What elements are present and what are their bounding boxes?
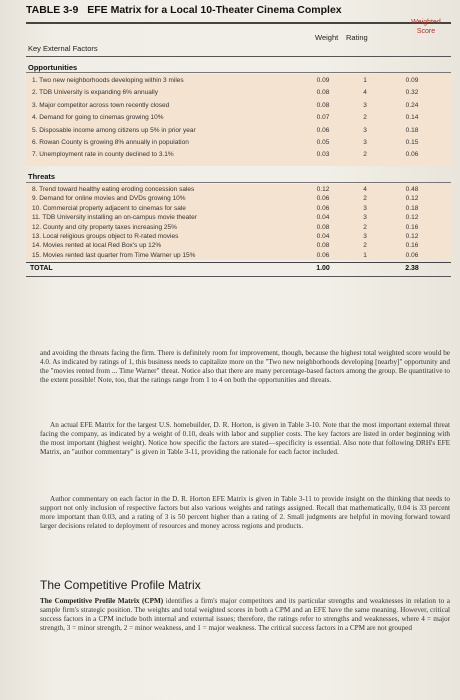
factor-weight: 0.06	[316, 204, 330, 212]
factor-text: 12. County and city property taxes increasing 25%	[32, 223, 177, 231]
factor-text: 9. Demand for online movies and DVDs growing 10%	[32, 195, 186, 203]
factor-weighted-score: 0.48	[405, 186, 419, 193]
factor-text: 5. Disposable income among citizens up 5% in prior year	[32, 126, 196, 134]
factor-rating: 3	[363, 126, 367, 134]
factor-text: 4. Demand for going to cinemas growing 10%	[32, 114, 164, 122]
factor-rating: 2	[363, 242, 367, 250]
factor-text: 3. Major competitor across town recently closed	[32, 101, 170, 109]
total-label: TOTAL	[30, 265, 53, 272]
factor-text: 7. Unemployment rate in county declined to 3.1%	[32, 151, 174, 159]
header-weighted-score-line1: Weighted	[411, 19, 441, 26]
factor-rating: 3	[363, 233, 367, 240]
factor-weighted-score: 0.06	[405, 251, 419, 259]
table-bottom-rule	[26, 276, 451, 277]
factor-weight: 0.06	[316, 195, 330, 203]
factor-rating: 4	[363, 186, 367, 193]
factor-weight: 0.08	[316, 242, 330, 250]
cpm-term: The Competitive Profile Matrix (CPM)	[40, 597, 164, 605]
paragraph-3: Author commentary on each factor in the D. R. Horton EFE Matrix is given in Table 3-11 to provide insight on the thinking that needs to support not only inclusion of respective factors but also various weights and ratings assigned. Recall that mathematically, 0.04 is 33 percent more important than 0.03, and a rating of 3 is 50 percent higher than a rating of 2. Small judgments are helpful in moving forward toward larger decisions related to deployment of resources and money across regions and products.	[40, 495, 450, 531]
factor-text: 10. Commercial property adjacent to cinemas for sale	[32, 204, 186, 212]
section-heading-cpm: The Competitive Profile Matrix	[40, 578, 201, 592]
factor-text: 11. TDB University installing an on-campus movie theater	[32, 214, 197, 222]
paragraph-1: and avoiding the threats facing the firm. There is definitely room for improvement, though, because the highest total weighted score would be 4.0. As indicated by ratings of 1, this business needs to capitalize more on the "Two new neighborhoods developing [nearby]" opportunity and the "movies rented from ... Time Warner" threat. Notice also that there are many percentage-based factors among the group. Be quantitative to the extent possible! Note, too, that the ratings range from 1 to 4 on both the opportunities and threats.	[40, 349, 450, 385]
factor-rating: 2	[363, 151, 367, 159]
header-key-factors: Key External Factors	[28, 44, 98, 53]
factor-weight: 0.06	[316, 251, 330, 259]
factor-rating: 1	[363, 251, 367, 259]
factor-text: 1. Two new neighborhoods developing within 3 miles	[32, 77, 184, 84]
factor-weight: 0.07	[316, 114, 330, 122]
opportunities-rule	[26, 72, 451, 73]
factor-text: 13. Local religious groups object to R-rated movies	[32, 233, 179, 240]
factor-rating: 3	[363, 139, 367, 146]
header-rating: Rating	[346, 33, 368, 42]
factor-text: 2. TDB University is expanding 6% annually	[32, 89, 158, 97]
factor-rating: 1	[363, 77, 367, 84]
paragraph-2: An actual EFE Matrix for the largest U.S. homebuilder, D. R. Horton, is given in Table 3-10. Note that the most important external threat facing the company, as indicated by a weight of 0.10, deals with labor and supplier costs. The key factors are listed in order beginning with the most important (highest weight). Notice how specific the factors are stated—specificity is essential. Also note that following DRH's EFE Matrix, an "author commentary" is given in Table 3-11, providing the rationale for each factor included.	[40, 421, 450, 457]
factor-weight: 0.08	[316, 223, 330, 231]
section-opportunities: Opportunities	[28, 63, 78, 72]
header-weighted-score	[398, 18, 454, 36]
section-threats: Threats	[28, 172, 56, 181]
factor-text: 8. Trend toward healthy eating eroding concession sales	[32, 186, 195, 193]
factor-text: 15. Movies rented last quarter from Time Warner up 15%	[32, 251, 196, 259]
factor-weighted-score: 0.32	[405, 89, 419, 97]
factor-weight: 0.04	[316, 214, 330, 222]
total-weight: 1.00	[316, 265, 330, 272]
factor-weighted-score: 0.12	[405, 233, 419, 240]
factor-text: 6. Rowan County is growing 8% annually in population	[32, 139, 189, 146]
threats-rule	[26, 182, 451, 183]
factor-rating: 2	[363, 114, 367, 122]
factor-weighted-score: 0.18	[405, 204, 419, 212]
factor-weight: 0.05	[316, 139, 330, 146]
factor-rating: 2	[363, 195, 367, 203]
factor-weight: 0.08	[316, 89, 330, 97]
factor-weighted-score: 0.24	[405, 101, 419, 109]
factor-text: 14. Movies rented at local Red Box's up 12%	[32, 242, 162, 250]
total-rule	[26, 262, 451, 263]
factor-rating: 3	[363, 204, 367, 212]
header-rule	[26, 56, 451, 57]
header-weighted-score-line2: Score	[416, 28, 436, 35]
factor-weighted-score: 0.15	[405, 139, 419, 146]
header-weight: Weight	[315, 33, 339, 42]
cpm-text: identifies a firm's major competitors and its particular strengths and weaknesses in relation to a sample firm's strategic position. The weights and total weighted scores in both a CPM and an EFE have the same meaning. However, critical success factors in a CPM include both internal and external issues; therefore, the ratings refer to strengths and weaknesses, where 4 = major strength, 3 = minor strength, 2 = minor weakness, and 1 = major weakness. The critical success factors in a CPM are not grouped	[40, 597, 450, 633]
factor-weighted-score: 0.14	[405, 114, 419, 122]
total-score: 2.38	[405, 265, 419, 272]
factor-weight: 0.09	[316, 77, 330, 84]
factor-weighted-score: 0.12	[405, 214, 419, 222]
factor-weighted-score: 0.18	[405, 126, 419, 134]
paragraph-cpm	[40, 597, 450, 633]
table-top-rule	[26, 22, 451, 24]
factor-weight: 0.04	[316, 233, 330, 240]
factor-weighted-score: 0.16	[405, 242, 419, 250]
factor-weight: 0.06	[316, 126, 330, 134]
factor-weight: 0.03	[316, 151, 330, 159]
table-caption	[26, 4, 446, 24]
factor-weight: 0.12	[316, 186, 330, 193]
table-title: EFE Matrix for a Local 10-Theater Cinema Complex	[87, 4, 342, 16]
factor-weight: 0.08	[316, 101, 330, 109]
factor-weighted-score: 0.12	[405, 195, 419, 203]
factor-rating: 3	[363, 101, 367, 109]
factor-rating: 3	[363, 214, 367, 222]
factor-rating: 4	[363, 89, 367, 97]
factor-weighted-score: 0.16	[405, 223, 419, 231]
table-label: TABLE 3-9	[26, 4, 79, 16]
factor-weighted-score: 0.09	[405, 77, 419, 84]
factor-weighted-score: 0.06	[405, 151, 419, 159]
factor-rating: 2	[363, 223, 367, 231]
